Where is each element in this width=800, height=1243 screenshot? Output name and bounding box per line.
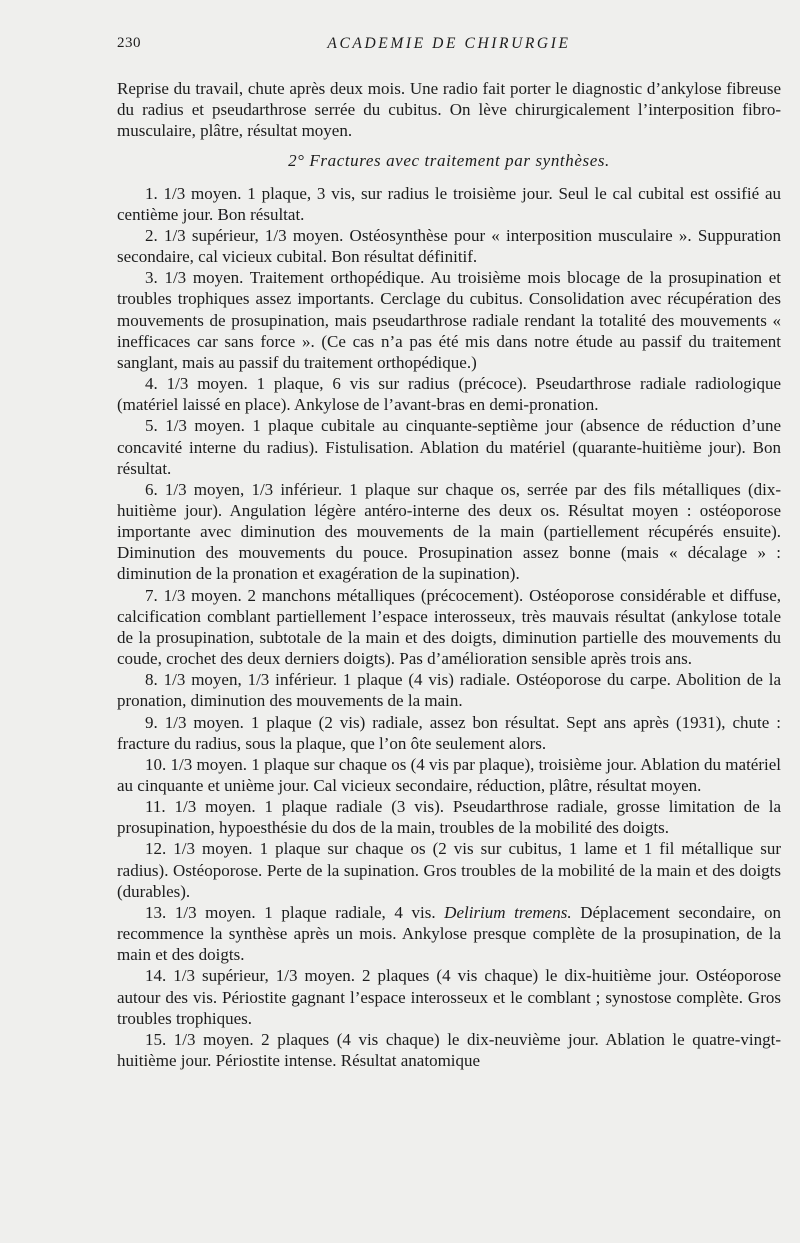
case-item-13 xyxy=(117,902,781,965)
page-number: 230 xyxy=(117,35,141,51)
case-item-13-text-after: Déplacement secondaire, on recommence la synthèse après un mois. Ankylose presque complète de la prosupination, de la main et des doigts. xyxy=(117,902,782,965)
case-item-13-italic: Delirium tremens. xyxy=(444,902,572,922)
case-item-13-text-before: 13. 1/3 moyen. 1 plaque radiale, 4 vis. xyxy=(145,902,445,922)
case-item-3: 3. 1/3 moyen. Traitement orthopédique. Au troisième mois blocage de la prosupination et troubles trophiques assez importants. Cerclage du cubitus. Consolidation avec récupération des mouvements de prosupination, mais pseudarthrose radiale rendant la totalité des mouvements « inefficaces car sans force ». (Ce cas n’a pas été mis dans notre étude au passif du traitement sanglant, mais au passif du traitement orthopédique.) xyxy=(117,268,781,372)
case-item-1: 1. 1/3 moyen. 1 plaque, 3 vis, sur radius le troisième jour. Seul le cal cubital est ossifié au centième jour. Bon résultat. xyxy=(117,183,781,224)
case-item-4: 4. 1/3 moyen. 1 plaque, 6 vis sur radius (précoce). Pseudarthrose radiale radiologique (matériel laissé en place). Ankylose de l’avant-bras en demi-pronation. xyxy=(117,374,781,415)
case-item-9: 9. 1/3 moyen. 1 plaque (2 vis) radiale, assez bon résultat. Sept ans après (1931), chute : fracture du radius, sous la plaque, que l’on ôte seulement alors. xyxy=(117,712,781,753)
page-body xyxy=(117,78,781,1071)
case-item-6: 6. 1/3 moyen, 1/3 inférieur. 1 plaque sur chaque os, serrée par des fils métalliques (dix-huitième jour). Angulation légère antéro-interne des deux os. Résultat moyen : ostéoporose importante avec diminution des mouvements de la main (partiellement récupérés ensuite). Diminution des mouvements du pouce. Prosupination assez bonne (mais « décalage » : diminution de la pronation et exagération de la supination). xyxy=(117,479,781,584)
case-item-7: 7. 1/3 moyen. 2 manchons métalliques (précocement). Ostéoporose considérable et diffuse, calcification comblant partiellement l’espace interosseux, très mauvais résultat (ankylose totale de la prosupination, subtotale de la main et des doigts, diminution partielle des mouvements du coude, crochet des deux derniers doigts). Pas d’amélioration sensible après trois ans. xyxy=(117,585,781,669)
case-item-8: 8. 1/3 moyen, 1/3 inférieur. 1 plaque (4 vis) radiale. Ostéoporose du carpe. Abolition de la pronation, diminution des mouvements de la main. xyxy=(117,670,781,711)
running-title: ACADEMIE DE CHIRURGIE xyxy=(327,35,571,52)
page-header xyxy=(117,35,781,59)
case-item-14: 14. 1/3 supérieur, 1/3 moyen. 2 plaques (4 vis chaque) le dix-huitième jour. Ostéoporose autour des vis. Périostite gagnant l’espace interosseux et le comblant ; synostose complète. Gros troubles trophiques. xyxy=(117,966,781,1028)
intro-paragraph: Reprise du travail, chute après deux mois. Une radio fait porter le diagnostic d’ankylose fibreuse du radius et pseudarthrose serrée du cubitus. On lève chirurgicalement l’interposition fibro-musculaire, plâtre, résultat moyen. xyxy=(117,79,781,141)
case-item-5: 5. 1/3 moyen. 1 plaque cubitale au cinquante-septième jour (absence de réduction d’une concavité interne du radius). Fistulisation. Ablation du matériel (quarante-huitième jour). Bon résultat. xyxy=(117,416,781,478)
case-item-10: 10. 1/3 moyen. 1 plaque sur chaque os (4 vis par plaque), troisième jour. Ablation du matériel au cinquante et unième jour. Cal vicieux secondaire, réduction, plâtre, résultat moyen. xyxy=(117,754,781,795)
case-item-12: 12. 1/3 moyen. 1 plaque sur chaque os (2 vis sur cubitus, 1 lame et 1 fil métallique sur radius). Ostéoporose. Perte de la supination. Gros troubles de la mobilité de la main et des doigts (durables). xyxy=(117,839,781,901)
case-item-2: 2. 1/3 supérieur, 1/3 moyen. Ostéosynthèse pour « interposition musculaire ». Suppuration secondaire, cal vicieux cubital. Bon résultat définitif. xyxy=(117,225,781,267)
case-item-11: 11. 1/3 moyen. 1 plaque radiale (3 vis). Pseudarthrose radiale, grosse limitation de la prosupination, hypoesthésie du dos de la main, troubles de la mobilité des doigts. xyxy=(117,797,781,838)
case-item-15: 15. 1/3 moyen. 2 plaques (4 vis chaque) le dix-neuvième jour. Ablation le quatre-vingt-huitième jour. Périostite intense. Résultat anatomique xyxy=(117,1029,781,1071)
section-heading: 2° Fractures avec traitement par synthèses. xyxy=(288,151,610,171)
